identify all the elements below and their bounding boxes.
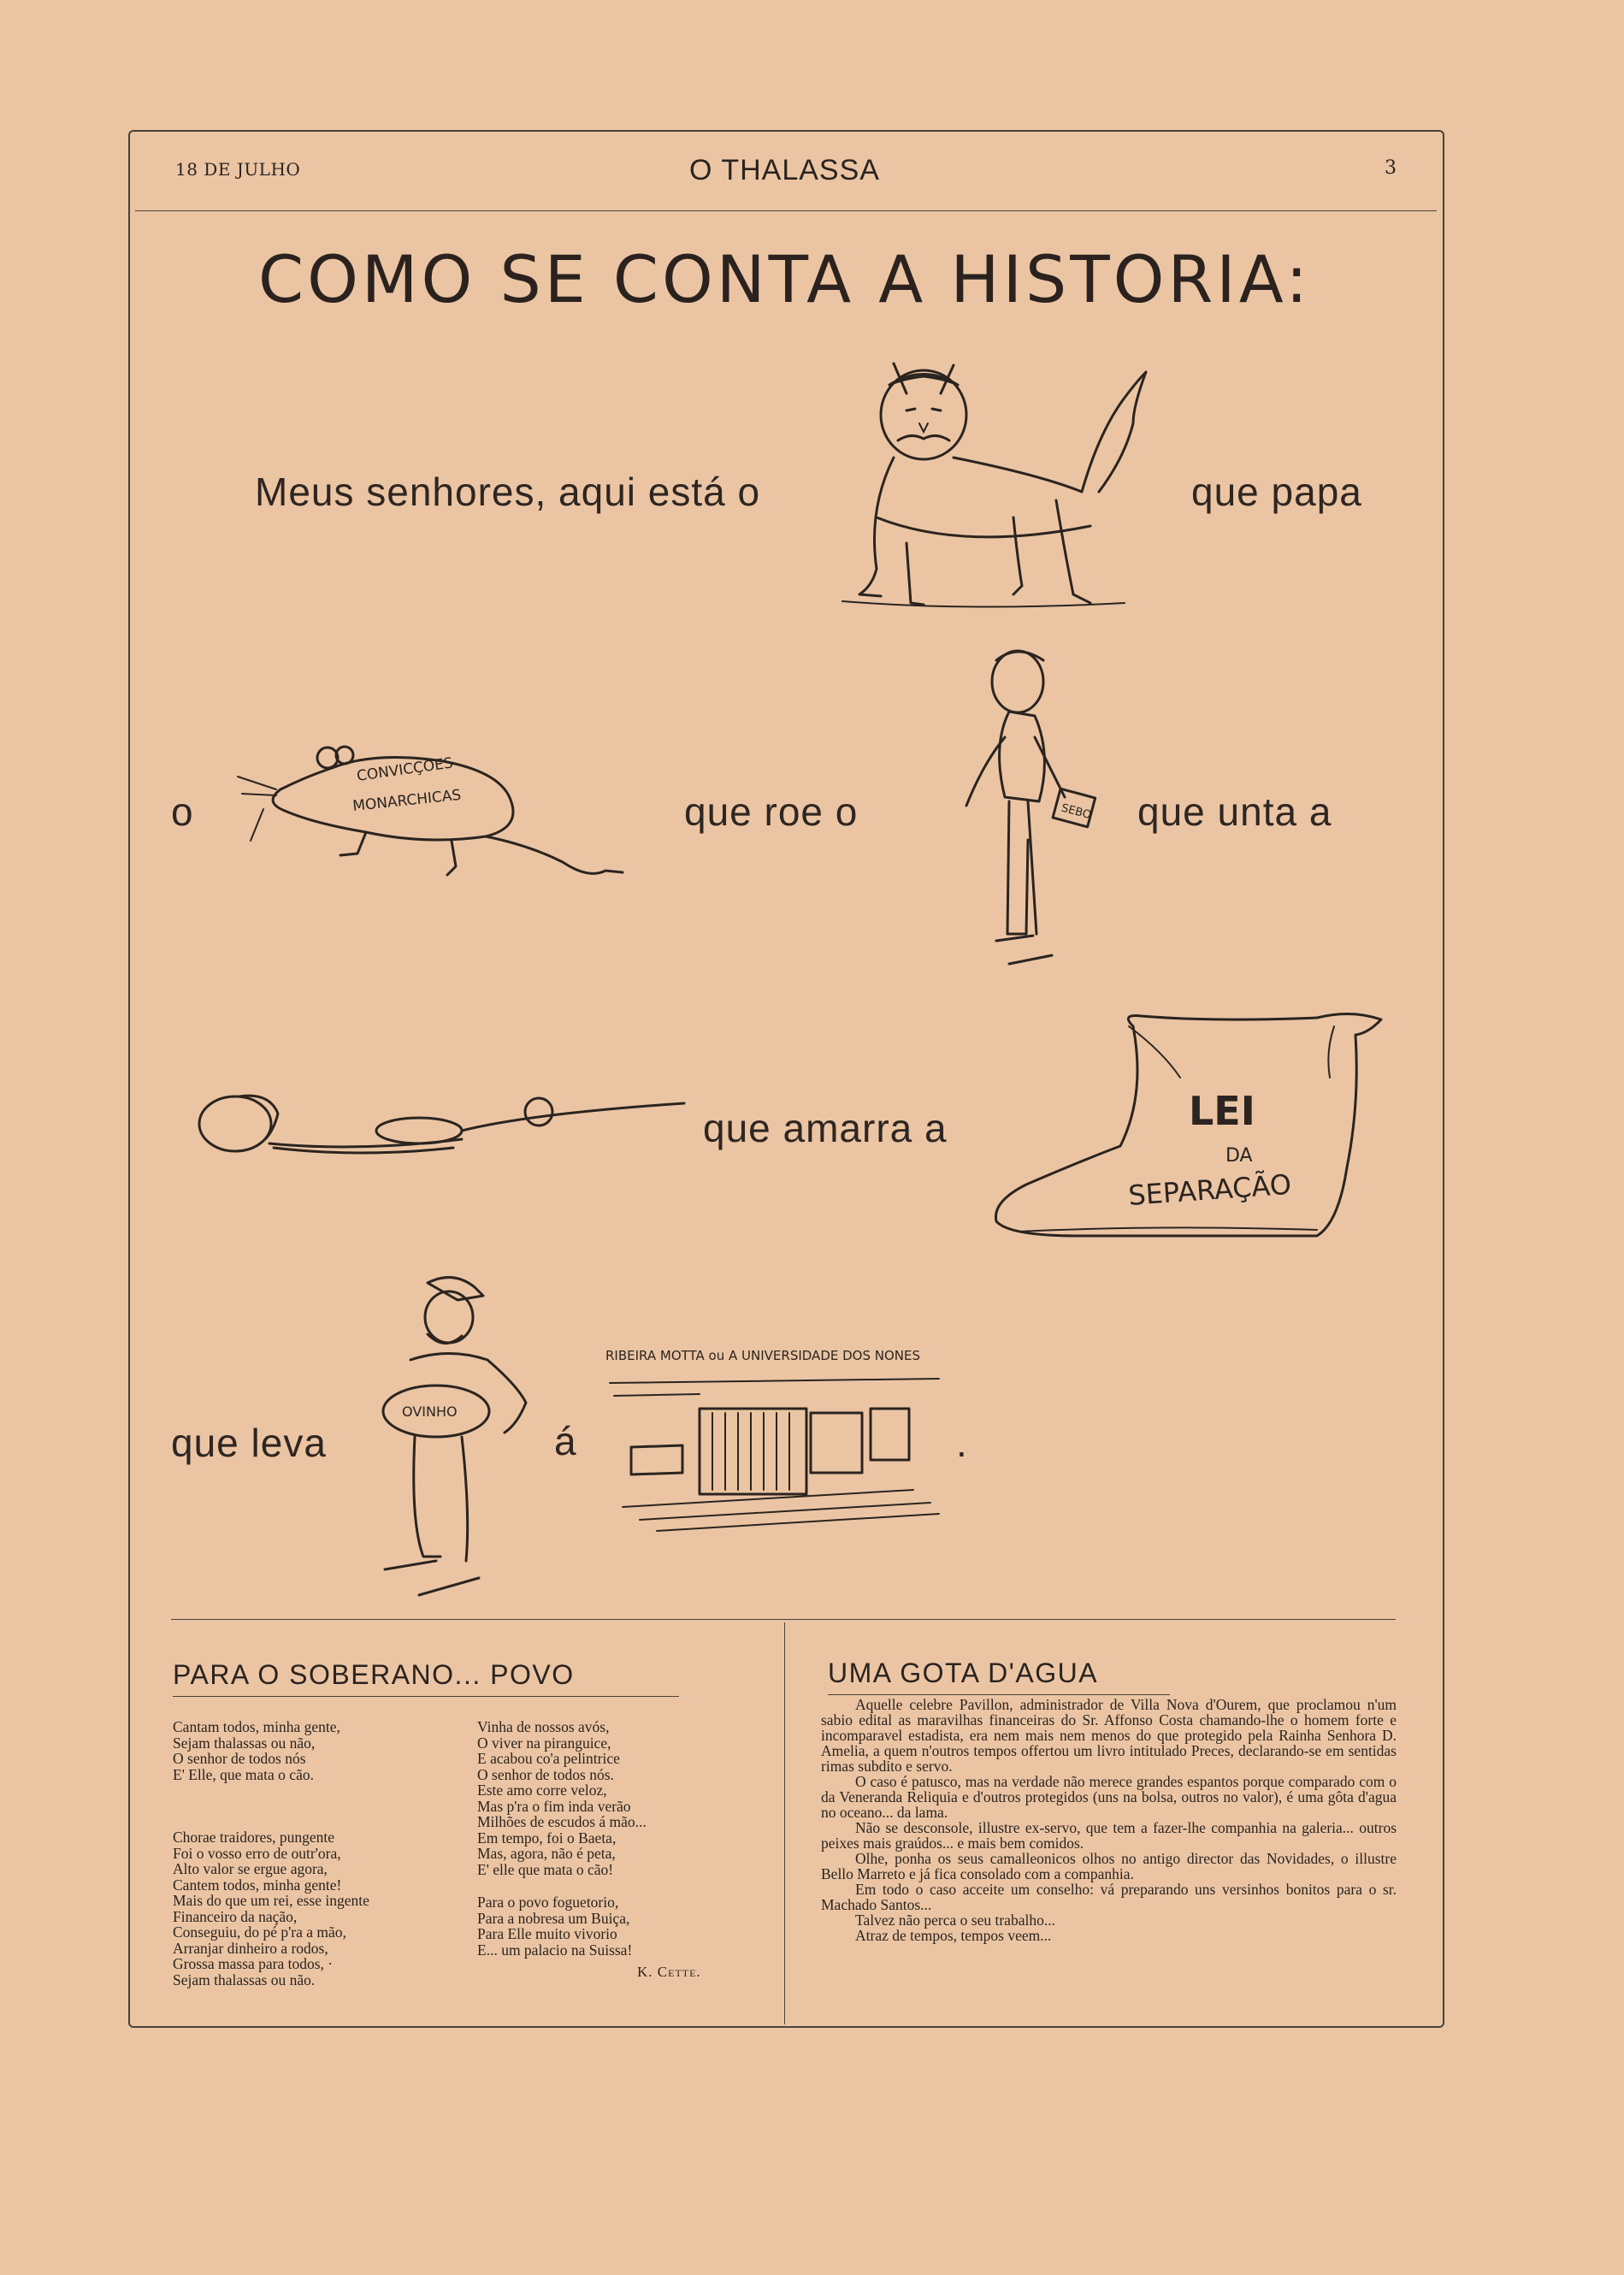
head-with-rope-illustration xyxy=(188,1079,693,1173)
rat-illustration xyxy=(238,742,657,879)
poem-line: Alto valor se ergue agora, xyxy=(173,1860,328,1877)
page-header xyxy=(128,154,1441,188)
poem-line: Mais do que um rei, esse ingente xyxy=(173,1892,369,1909)
poem-line: Chorae traidores, pungente xyxy=(173,1829,335,1846)
man-ovinho-illustration xyxy=(376,1266,530,1604)
poem-line: E acabou co'a pelintrice xyxy=(477,1750,620,1767)
poem-line: O senhor de todos nós xyxy=(173,1750,306,1767)
rat-label-1: CONVICÇOES xyxy=(355,754,454,785)
building-caption: RIBEIRA MOTTA ou A UNIVERSIDADE DOS NONES xyxy=(605,1348,921,1363)
poem-line: O viver na piranguice, xyxy=(477,1734,611,1752)
story-line3-mid: que amarra a xyxy=(703,1106,948,1150)
bag-label: SEBO xyxy=(1060,801,1093,823)
poem-line: Foi o vosso erro de outr'ora, xyxy=(173,1844,341,1862)
poem-line: Este amo corre veloz, xyxy=(477,1782,607,1799)
page-number: 3 xyxy=(1385,157,1397,179)
right-column-heading: UMA GOTA D'AGUA xyxy=(828,1658,1170,1695)
article-paragraph: Atraz de tempos, tempos veem... xyxy=(855,1927,1052,1944)
poem-line: Cantam todos, minha gente, xyxy=(173,1718,340,1735)
poem-line: O senhor de todos nós. xyxy=(477,1765,614,1783)
headline: COMO SE CONTA A HISTORIA: xyxy=(258,241,1311,317)
article-paragraph: Olhe, ponha os seus camalleonicos olhos no antigo director das Novidades, o illustre Bello Marreto e já fica consolado com a companhia. xyxy=(821,1850,1397,1882)
article-paragraph: Aquelle celebre Pavillon, administrador de Villa Nova d'Ourem, que proclamou n'um sabio edital as maravilhas financeiras do Sr. Affonso Costa chamando-lhe o homem forte e incomparavel estadista, era nem mais nem menos do que protegido pela Rainha Senhora D. Amelia, a quem n'outros tempos offertou um livro intitulado Preces, declarando-se em sentidas rimas subdito e servo. xyxy=(821,1696,1397,1775)
story-line4-end: . xyxy=(956,1421,968,1465)
article-body xyxy=(821,1697,1397,1943)
poem-line: Mas, agora, não é peta, xyxy=(477,1845,616,1862)
boot-label-separacao: SEPARAÇÃO xyxy=(1127,1167,1293,1212)
poem-line: E' elle que mata o cão! xyxy=(477,1860,614,1878)
header-date: 18 DE JULHO xyxy=(175,159,301,180)
university-building-illustration xyxy=(605,1344,948,1533)
article-paragraph: Não se desconsole, illustre ex-servo, que tem a fazer-lhe companhia na galeria... outros peixes mais graúdos... e mais bem comidos. xyxy=(821,1819,1397,1852)
section-rule xyxy=(171,1619,1396,1620)
poem-line: Para Elle muito vivorio xyxy=(477,1925,617,1942)
article-paragraph: Talvez não perca o seu trabalho... xyxy=(855,1912,1055,1929)
poem-column-2 xyxy=(477,1719,647,1958)
poem-line: Grossa massa para todos, · xyxy=(173,1955,334,1972)
left-column-heading: PARA O SOBERANO... POVO xyxy=(173,1659,679,1697)
boot-label-da: DA xyxy=(1225,1145,1253,1167)
poem-line: E... um palacio na Suissa! xyxy=(477,1941,633,1959)
cat-caricature-illustration xyxy=(842,346,1176,620)
story-line2-start: o xyxy=(171,789,194,834)
poem-line: Em tempo, foi o Baeta, xyxy=(477,1829,617,1847)
boot-lei-da-separacao-illustration xyxy=(992,1001,1394,1244)
poem-line: Vinha de nossos avós, xyxy=(477,1718,610,1735)
poem-line: E' Elle, que mata o cão. xyxy=(173,1765,314,1783)
story-line4-mid: á xyxy=(554,1419,577,1463)
poem-line: Conseguiu, do pé p'ra a mão, xyxy=(173,1923,346,1941)
newspaper-title: O THALASSA xyxy=(689,154,880,186)
poem-line: Sejam thalassas ou não. xyxy=(173,1971,316,1988)
poem-line: Sejam thalassas ou não, xyxy=(173,1734,316,1752)
poem-line: Cantem todos, minha gente! xyxy=(173,1876,342,1894)
story-line4-start: que leva xyxy=(171,1421,327,1465)
story-line2-end: que unta a xyxy=(1137,789,1332,834)
poem-signature: K. Cette. xyxy=(637,1964,701,1980)
story-line2-mid: que roe o xyxy=(684,789,859,834)
man-with-sebo-bag-illustration xyxy=(958,643,1112,985)
poem-column-1 xyxy=(173,1719,369,1988)
story-line1-text: Meus senhores, aqui está o xyxy=(255,470,761,514)
poem-line: Financeiro da nação, xyxy=(173,1907,298,1925)
article-paragraph: Em todo o caso acceite um conselho: vá preparando uns versinhos bonitos para o sr. Machado Santos... xyxy=(821,1881,1397,1913)
poem-line: Para o povo foguetorio, xyxy=(477,1894,619,1911)
header-rule xyxy=(135,210,1437,211)
boot-label-lei: LEI xyxy=(1189,1088,1255,1134)
article-paragraph: O caso é patusco, mas na verdade não merece grandes espantos porque comparado com o da Veneranda Reliquia e d'outros protegidos (uns na bolsa, outros no valor), é uma gôta d'agua no oceano... da lama. xyxy=(821,1773,1397,1821)
story-line1-end: que papa xyxy=(1191,470,1362,514)
poem-line: Milhões de escudos á mão... xyxy=(477,1813,647,1830)
man-label-ovinho: OVINHO xyxy=(402,1403,458,1420)
poem-line: Arranjar dinheiro a rodos, xyxy=(173,1939,328,1957)
rat-label-2: MONARCHICAS xyxy=(351,786,463,815)
poem-line: Mas p'ra o fim inda verão xyxy=(477,1797,631,1815)
poem-line: Para a nobresa um Buiça, xyxy=(477,1909,630,1927)
column-divider xyxy=(784,1622,785,2024)
